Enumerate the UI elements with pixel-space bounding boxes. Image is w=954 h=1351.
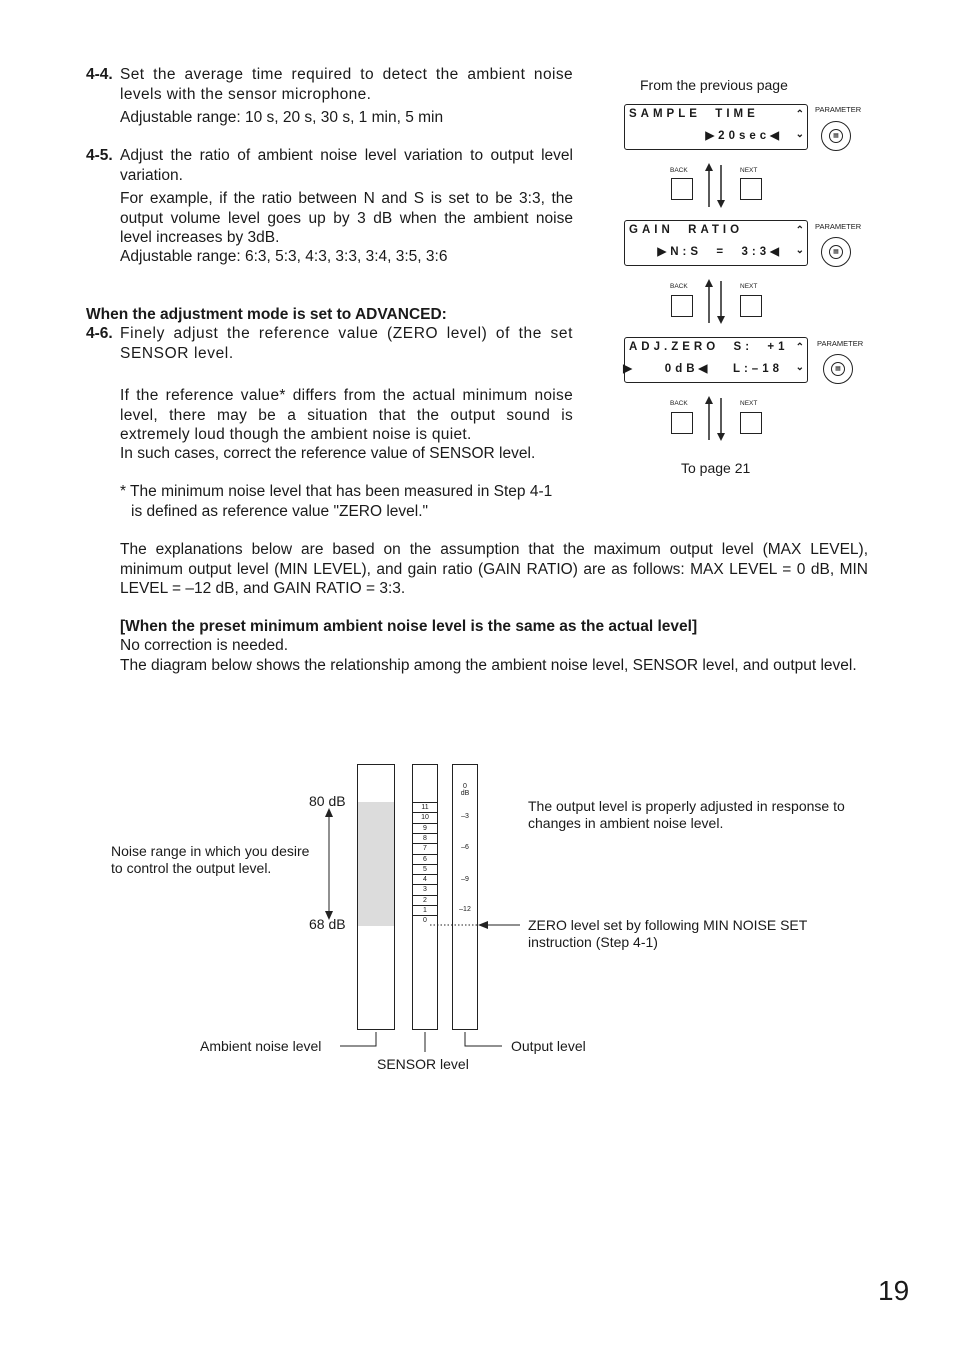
chevron-up-icon: ⌃ (795, 225, 804, 236)
output-tick: –9 (461, 876, 469, 883)
sensor-tick: 11 (413, 802, 437, 813)
sensor-tick: 6 (413, 854, 437, 865)
up-down-arrows-icon (700, 279, 730, 325)
page-number: 19 (878, 1275, 910, 1306)
sensor-level-column (412, 764, 438, 1030)
knob-label: PARAMETER (817, 339, 864, 348)
knob-icon[interactable] (821, 121, 851, 151)
lcd-screen-sample-time (624, 104, 808, 150)
next-label: NEXT (740, 400, 758, 407)
noise-range-note: Noise range in which you desire to control the output level. (111, 843, 310, 876)
sensor-tick: 5 (413, 864, 437, 875)
lcd-line2: ▶ 0dB◀ L:–18 (623, 363, 783, 375)
chevron-up-icon: ⌃ (795, 342, 804, 353)
from-previous-page: From the previous page (640, 77, 788, 93)
label-leader-lines (336, 1028, 506, 1054)
step-number: 4-6. (86, 325, 113, 342)
step-text: Finely adjust the reference value (ZERO level) of the set SENSOR level. (120, 325, 573, 362)
knob-label: PARAMETER (815, 105, 862, 114)
back-label: BACK (670, 283, 688, 290)
reference-warning: If the reference value* differs from the actual minimum noise level, there may be a situation that the output sound is extremely loud though the ambient noise is quiet. (120, 387, 573, 443)
sensor-tick: 10 (413, 812, 437, 823)
no-correction-text: No correction is needed. (120, 637, 289, 654)
step-number: 4-5. (86, 147, 113, 164)
sensor-tick: 9 (413, 823, 437, 834)
sensor-level-label: SENSOR level (377, 1056, 469, 1072)
knob-center-icon: ▦ (829, 129, 843, 143)
zero-level-note: ZERO level set by following MIN NOISE SET instruction (Step 4-1) (528, 917, 808, 950)
output-tick: 0 dB (460, 783, 470, 797)
chevron-up-icon: ⌃ (795, 109, 804, 120)
next-label: NEXT (740, 167, 758, 174)
noise-range-shade (358, 802, 394, 926)
sensor-tick: 1 (413, 905, 437, 916)
output-tick-list (453, 765, 477, 925)
next-label: NEXT (740, 283, 758, 290)
footnote-line2: is defined as reference value "ZERO level." (131, 503, 429, 520)
output-level-column (452, 764, 478, 1030)
lcd-line1: ADJ.ZERO S: +1 (629, 341, 789, 353)
lcd-screen-adj-zero (624, 337, 808, 383)
output-tick: –3 (461, 813, 469, 820)
adjustable-range: Adjustable range: 6:3, 5:3, 4:3, 3:3, 3:4, 3:5, 3:6 (120, 248, 448, 265)
section-heading: [When the preset minimum ambient noise level is the same as the actual level] (120, 618, 698, 635)
correction-text: In such cases, correct the reference value of SENSOR level. (120, 445, 536, 462)
advanced-heading: When the adjustment mode is set to ADVANCED: (86, 306, 447, 323)
ambient-noise-column (357, 764, 395, 1030)
example-text: For example, if the ratio between N and S is set to be 3:3, the output volume level goes up by 3 dB when the ambient noise level increases by 3dB. (120, 190, 573, 246)
step-number: 4-4. (86, 66, 113, 83)
sensor-tick: 0 (413, 915, 437, 926)
knob-icon[interactable] (823, 354, 853, 384)
sensor-tick: 4 (413, 874, 437, 885)
to-page-21: To page 21 (681, 460, 751, 476)
db-68-label: 68 dB (309, 916, 346, 932)
lcd-line2: ▶N:S = 3:3◀ (657, 246, 783, 258)
back-label: BACK (670, 167, 688, 174)
diagram-intro: The diagram below shows the relationship among the ambient noise level, SENSOR level, and output level. (120, 657, 857, 674)
noise-range-arrow-icon (322, 808, 336, 920)
sensor-tick: 7 (413, 843, 437, 854)
adjustable-range: Adjustable range: 10 s, 20 s, 30 s, 1 min, 5 min (120, 109, 444, 126)
knob-center-icon: ▦ (831, 362, 845, 376)
up-down-arrows-icon (700, 396, 730, 442)
back-label: BACK (670, 400, 688, 407)
up-down-arrows-icon (700, 163, 730, 209)
step-text: Set the average time required to detect the ambient noise levels with the sensor microphone. (120, 66, 573, 103)
ambient-noise-label: Ambient noise level (200, 1038, 322, 1054)
lcd-line1: SAMPLE TIME (629, 108, 759, 120)
knob-label: PARAMETER (815, 222, 862, 231)
next-button[interactable] (740, 295, 762, 317)
next-button[interactable] (740, 412, 762, 434)
zero-level-arrow-icon (430, 918, 522, 932)
chevron-down-icon: ⌄ (795, 129, 804, 140)
assumption-text: The explanations below are based on the assumption that the maximum output level (MAX LEVEL), minimum output level (MIN LEVEL), and gain ratio (GAIN RATIO) are as follows: MAX LEVEL = 0 dB, MIN LEVEL = –12 dB, and GAIN RATIO = 3:3. (120, 541, 868, 597)
chevron-down-icon: ⌄ (795, 362, 804, 373)
footnote-line1: * The minimum noise level that has been measured in Step 4-1 (120, 483, 553, 500)
back-button[interactable] (671, 295, 693, 317)
back-button[interactable] (671, 178, 693, 200)
lcd-screen-gain-ratio (624, 220, 808, 266)
output-adjust-note: The output level is properly adjusted in response to changes in ambient noise level. (528, 798, 845, 831)
back-button[interactable] (671, 412, 693, 434)
sensor-tick: 3 (413, 884, 437, 895)
knob-icon[interactable] (821, 237, 851, 267)
next-button[interactable] (740, 178, 762, 200)
step-text: Adjust the ratio of ambient noise level variation to output level variation. (120, 147, 573, 184)
sensor-tick: 2 (413, 895, 437, 906)
knob-center-icon: ▦ (829, 245, 843, 259)
db-80-label: 80 dB (309, 793, 346, 809)
sensor-tick: 8 (413, 833, 437, 844)
lcd-line1: GAIN RATIO (629, 224, 744, 236)
lcd-line2: ▶20sec◀ (705, 130, 783, 142)
output-tick: –12 (459, 906, 471, 913)
output-tick: –6 (461, 844, 469, 851)
chevron-down-icon: ⌄ (795, 245, 804, 256)
output-level-label: Output level (511, 1038, 586, 1054)
